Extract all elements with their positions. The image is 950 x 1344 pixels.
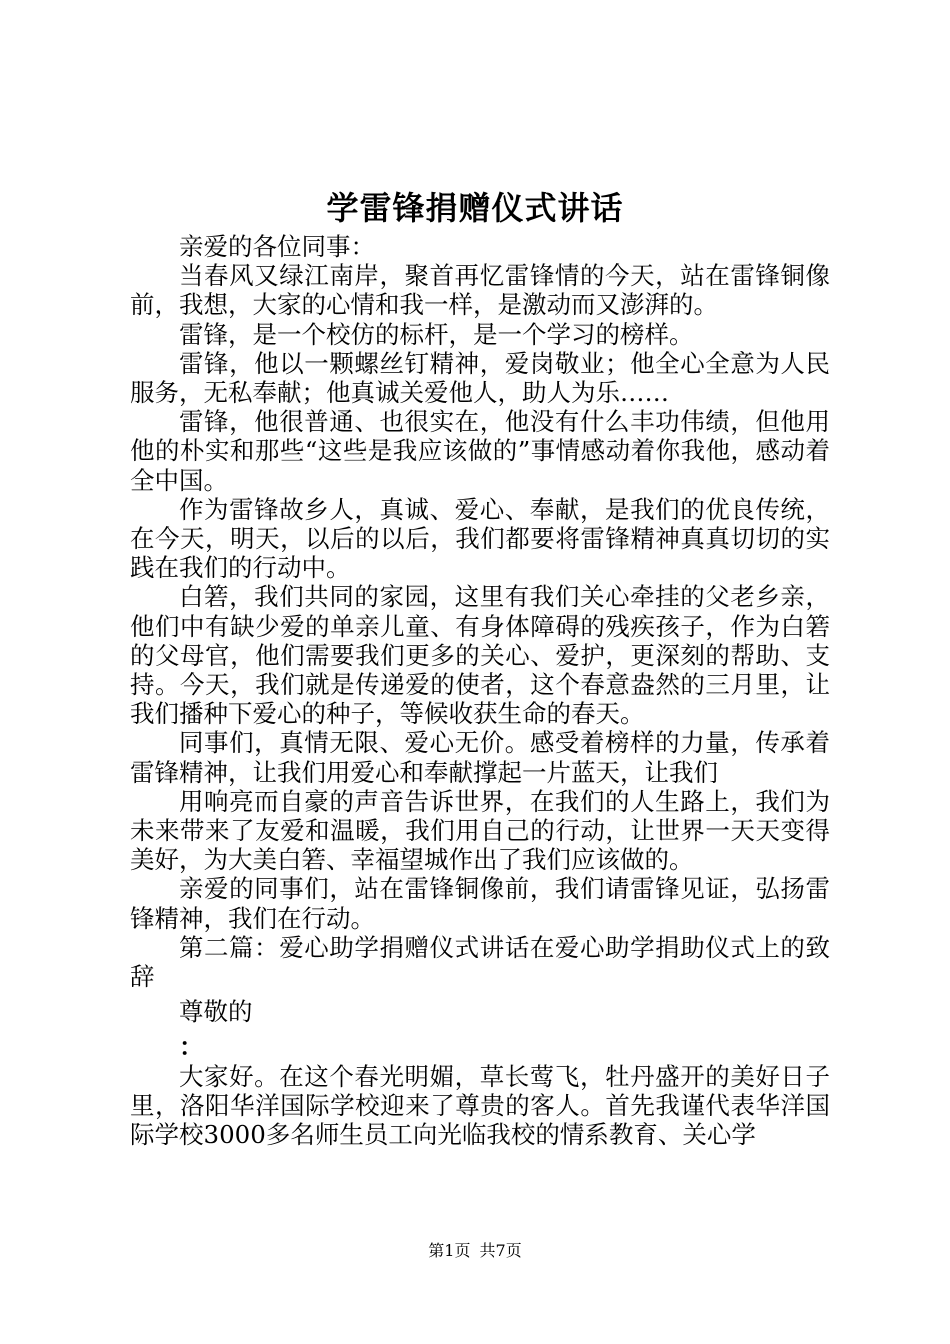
page-total: 共7页 (479, 1241, 522, 1260)
paragraph: 雷锋，是一个校仿的标杆，是一个学习的榜样。 (179, 319, 694, 349)
salutation: 亲爱的各位同事： (179, 232, 375, 261)
paragraph: 同事们，真情无限、爱心无价。感受着榜样的力量，传承着雷锋精神，让我们用爱心和奉献撑起一片蓝天，让我们 (130, 728, 830, 787)
salutation-colon: ： (179, 1032, 204, 1062)
paragraph: 白箬，我们共同的家园，这里有我们关心牵挂的父老乡亲，他们中有缺少爱的单亲儿童、有身体障碍的残疾孩子，作为白箬的父母官，他们需要我们更多的关心、爱护，更深刻的帮助、支持。今天，我们就是传递爱的使者，这个春意盎然的三月里，让我们播种下爱心的种子，等候收获生命的春天。 (130, 582, 830, 729)
document-title: 学雷锋捐赠仪式讲话 (326, 189, 624, 227)
paragraph: 雷锋，他以一颗螺丝钉精神，爱岗敬业；他全心全意为人民服务，无私奉献；他真诚关爱他人，助人为乐…… (130, 348, 830, 408)
paragraph: 雷锋，他很普通、也很实在，他没有什么丰功伟绩，但他用他的朴实和那些“这些是我应该做的”事情感动着你我他，感动着全中国。 (130, 407, 830, 495)
document-body (130, 232, 830, 1149)
paragraph: 用响亮而自豪的声音告诉世界，在我们的人生路上，我们为未来带来了友爱和温暖，我们用自己的行动，让世界一天天变得美好，为大美白箬、幸福望城作出了我们应该做的。 (130, 786, 830, 875)
salutation-respected: 尊敬的 (179, 997, 253, 1027)
page-footer (0, 1240, 950, 1262)
paragraph: 大家好。在这个春光明媚，草长莺飞，牡丹盛开的美好日子里，洛阳华洋国际学校迎来了尊贵的客人。首先我谨代表华洋国际学校3000多名师生员工向光临我校的情系教育、关心学 (130, 1061, 830, 1150)
paragraph: 当春风又绿江南岸，聚首再忆雷锋情的今天，站在雷锋铜像前，我想，大家的心情和我一样，是激动而又澎湃的。 (130, 261, 830, 320)
section-heading: 第二篇：爱心助学捐赠仪式讲话在爱心助学捐助仪式上的致辞 (130, 932, 830, 992)
paragraph: 亲爱的同事们，站在雷锋铜像前，我们请雷锋见证，弘扬雷锋精神，我们在行动。 (130, 874, 830, 933)
page-number: 第1页 (428, 1241, 471, 1260)
paragraph: 作为雷锋故乡人，真诚、爱心、奉献，是我们的优良传统，在今天，明天，以后的以后，我们都要将雷锋精神真真切切的实践在我们的行动中。 (130, 494, 830, 583)
